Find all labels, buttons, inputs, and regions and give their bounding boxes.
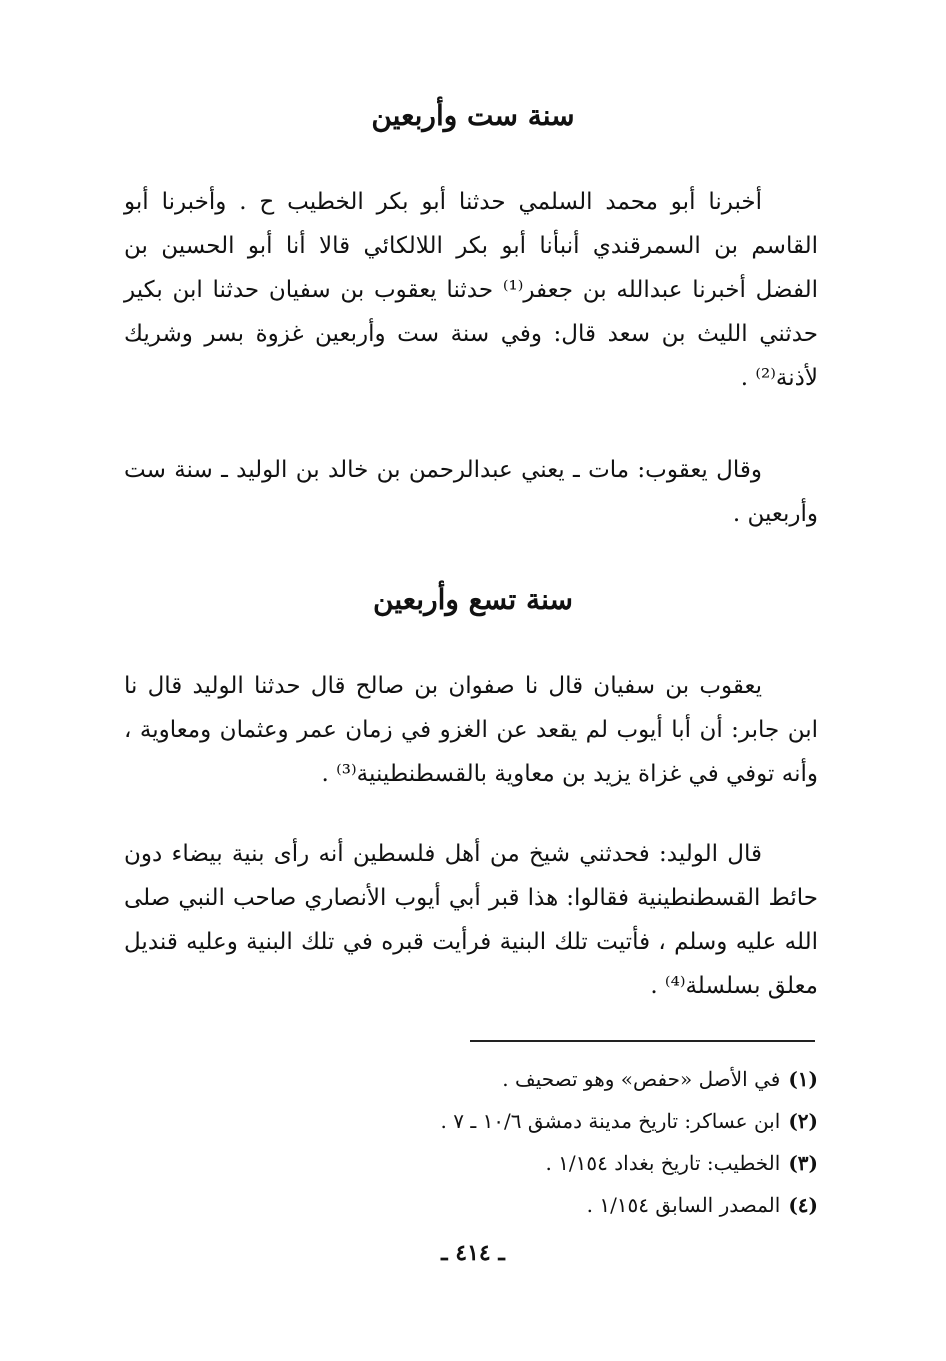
paragraph-4-text: قال الوليد: فحدثني شيخ من أهل فلسطين أنه رأى بنية بيضاء دون حائط القسطنطينية فقالوا: هذا قبر أبي أيوب الأنصاري صاحب النبي صلى الله عليه وسلم ، فأتيت تلك البنية فرأيت قبره في تلك البنية وعليه قنديل معلق بسلسلة⁽⁴⁾ . [124, 841, 818, 999]
footnote-number: (٤) [788, 1193, 818, 1217]
footnote-number: (١) [788, 1067, 818, 1091]
footnote-number: (٣) [788, 1151, 818, 1175]
paragraph-4 [124, 832, 818, 1008]
footnote-text: الخطيب: تاريخ بغداد ١/١٥٤ . [545, 1151, 781, 1175]
paragraph-2 [124, 448, 818, 536]
paragraph-3 [124, 664, 818, 796]
footnote-text: ابن عساكر: تاريخ مدينة دمشق ١٠/٦ ـ ٧ . [440, 1109, 781, 1133]
footnote-item [258, 1142, 818, 1184]
paragraph-1-text: أخبرنا أبو محمد السلمي حدثنا أبو بكر الخطيب ح . وأخبرنا أبو القاسم بن السمرقندي أنبأنا أبو بكر اللالكائي قالا أنا أبو الحسين بن الفضل أخبرنا عبدالله بن جعفر⁽¹⁾ حدثنا يعقوب بن سفيان حدثنا ابن بكير حدثني الليث بن سعد قال: وفي سنة ست وأربعين غزوة بسر وشريك لأذنة⁽²⁾ . [124, 189, 818, 391]
footnote-divider [470, 1040, 815, 1042]
footnote-number: (٢) [788, 1109, 818, 1133]
section-heading-49: سنة تسع وأربعين [373, 583, 573, 616]
section-heading-46: سنة ست وأربعين [371, 99, 575, 132]
footnote-item [258, 1184, 818, 1226]
footnotes [258, 1058, 818, 1226]
footnote-text: المصدر السابق ١/١٥٤ . [586, 1193, 781, 1217]
paragraph-3-text: يعقوب بن سفيان قال نا صفوان بن صالح قال حدثنا الوليد قال نا ابن جابر: أن أبا أيوب لم يقعد عن الغزو في زمان عمر وعثمان ومعاوية ، وأنه توفي في غزاة يزيد بن معاوية بالقسطنطينية⁽³⁾ . [124, 673, 818, 787]
paragraph-1 [124, 180, 818, 400]
footnote-text: في الأصل «حفص» وهو تصحيف . [502, 1067, 781, 1091]
paragraph-2-text: وقال يعقوب: مات ـ يعني عبدالرحمن بن خالد بن الوليد ـ سنة ست وأربعين . [124, 457, 818, 527]
footnote-item [258, 1100, 818, 1142]
page-number: ـ ٤١٤ ـ [441, 1240, 505, 1266]
footnote-item [258, 1058, 818, 1100]
